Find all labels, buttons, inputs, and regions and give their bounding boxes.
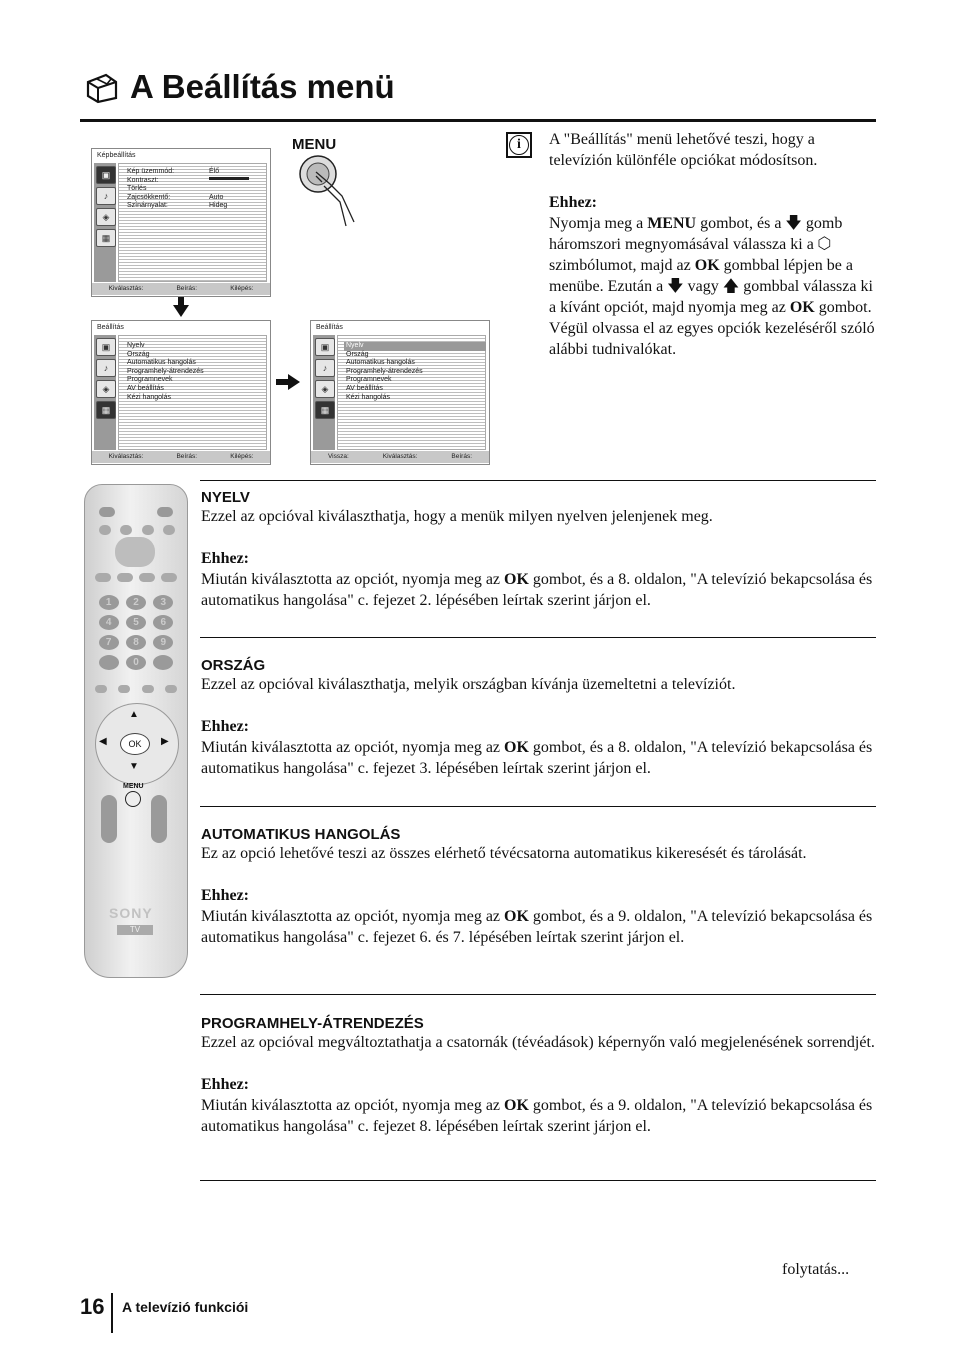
page-title-text: A Beállítás menü xyxy=(130,68,395,105)
menu-icon-column xyxy=(313,335,335,450)
section-divider xyxy=(200,994,876,995)
contrast-bar xyxy=(209,177,249,180)
section-title: PROGRAMHELY-ÁTRENDEZÉS xyxy=(201,1015,424,1032)
digit-button[interactable]: 3 xyxy=(153,595,173,610)
footer-divider xyxy=(111,1293,113,1333)
section-desc: Ezzel az opcióval kiválaszthatja, melyik országban kívánja üzemeltetni a televíziót. xyxy=(201,676,736,693)
page-title xyxy=(84,68,395,106)
menu-item: Programhely-átrendezés xyxy=(127,367,204,375)
menu-body xyxy=(118,163,267,282)
arrow-down-icon: 🡇 xyxy=(667,278,684,295)
intro-ehhez: Ehhez: xyxy=(549,194,597,211)
features-icon: ◈ xyxy=(315,380,335,398)
menu-item: Ország xyxy=(127,350,150,358)
menu-item: AV beállítás xyxy=(127,384,164,392)
volume-rocker[interactable] xyxy=(101,795,117,843)
features-icon: ◈ xyxy=(96,208,116,226)
section-divider xyxy=(200,1180,876,1181)
ok-button[interactable]: OK xyxy=(120,733,150,755)
chapter-name: A televízió funkciói xyxy=(122,1299,249,1315)
digit-button[interactable]: 4 xyxy=(99,615,119,630)
tv-label: TV xyxy=(117,925,153,935)
menu-item: Nyelv xyxy=(127,342,145,349)
page-number: 16 xyxy=(80,1294,105,1319)
section-desc: Ezzel az opcióval megváltoztathatja a csatornák (tévéadások) képernyőn való megjelenésének sorrendjét. xyxy=(201,1034,875,1051)
menu-row: Kontraszt: xyxy=(127,177,249,186)
setup-icon: ⬡ xyxy=(817,236,832,253)
title-divider xyxy=(80,119,876,122)
section-title: AUTOMATIKUS HANGOLÁS xyxy=(201,826,401,843)
nav-left-icon[interactable]: ◀ xyxy=(99,736,107,747)
tv-button xyxy=(157,507,173,517)
digit-button[interactable]: 6 xyxy=(153,615,173,630)
color-buttons-area xyxy=(115,537,155,567)
menu-body xyxy=(337,335,486,450)
intro-text: A "Beállítás" menü lehetővé teszi, hogy a televízión különféle opciókat módosítson. xyxy=(549,131,818,169)
picture-icon: ▣ xyxy=(315,338,335,356)
setup-icon: ▦ xyxy=(96,401,116,419)
digit-button[interactable] xyxy=(99,655,119,670)
digit-button[interactable]: 5 xyxy=(126,615,146,630)
nav-up-icon[interactable]: ▲ xyxy=(129,709,139,720)
section-ehhez: Ehhez: xyxy=(201,1076,249,1093)
menu-body xyxy=(118,335,267,450)
arrow-right-icon xyxy=(276,374,300,390)
setup-icon xyxy=(84,70,120,104)
screen-footer: Kiválasztás: Beírás: Kilépés: xyxy=(92,451,270,463)
menu-item: Kézi hangolás xyxy=(346,393,390,401)
section-programhely-atrendezes xyxy=(201,1015,877,1137)
menu-row: Törlés xyxy=(127,185,147,193)
section-title: ORSZÁG xyxy=(201,657,266,674)
digit-button[interactable]: 0 xyxy=(126,655,146,670)
nav-down-icon[interactable]: ▼ xyxy=(129,761,139,772)
info-icon: i xyxy=(506,132,532,158)
menu-button[interactable] xyxy=(125,791,141,807)
section-desc: Ez az opció lehetővé teszi az összes elérhető tévécsatorna automatikus kikeresését és tárolását. xyxy=(201,845,807,862)
arrow-down-icon: 🡇 xyxy=(785,215,802,232)
menu-row: Zajcsökkentő: Auto xyxy=(127,193,224,201)
remote-control xyxy=(84,484,188,978)
digit-button[interactable] xyxy=(153,655,173,670)
menu-row: Színárnyalat: Hideg xyxy=(127,202,228,210)
screen-footer: Kiválasztás: Beírás: Kilépés: xyxy=(92,283,270,295)
section-divider xyxy=(200,637,876,638)
section-ehhez: Ehhez: xyxy=(201,718,249,735)
menu-button-label: MENU xyxy=(292,136,337,153)
sound-icon: ♪ xyxy=(96,359,116,377)
menu-item: AV beállítás xyxy=(346,384,383,392)
setup-icon: ▦ xyxy=(96,229,116,247)
screen-title: Beállítás xyxy=(97,324,124,331)
small-buttons-row xyxy=(95,685,177,693)
section-ehhez: Ehhez: xyxy=(201,550,249,567)
menu-row: Kép üzemmód: Élő xyxy=(127,168,220,175)
menu-item: Programnevek xyxy=(346,376,392,384)
power-button xyxy=(99,507,115,517)
number-pad xyxy=(95,595,177,670)
sound-icon: ♪ xyxy=(315,359,335,377)
intro-block xyxy=(549,129,881,360)
intro-instructions: Nyomja meg a MENU gombot, és a 🡇 gomb háromszori megnyomásával válassza ki a ⬡ szimbólumot, majd az OK gombbal lépjen be a menübe. Ezután a 🡇 vagy 🡅 gombbal válassza ki a kívánt opciót, majd nyomja meg az OK gombot. Végül olvassa el az egyes opciók kezeléséről szóló alábbi tudnivalókat. xyxy=(549,215,875,358)
setup-icon: ▦ xyxy=(315,401,335,419)
section-orszag xyxy=(201,657,877,779)
digit-button[interactable]: 9 xyxy=(153,635,173,650)
arrow-down-icon xyxy=(173,297,189,317)
section-instructions: Miután kiválasztotta az opciót, nyomja meg az OK gombot, és a 8. oldalon, "A televízió bekapcsolása és automatikus hangolása" c. fejezet 3. lépésében leírtak szerint járjon el. xyxy=(201,739,873,777)
section-nyelv xyxy=(201,489,877,611)
screen-setup-menu xyxy=(91,320,271,465)
section-divider xyxy=(200,480,876,481)
hand-pressing-button-icon xyxy=(296,152,360,232)
screen-picture-settings xyxy=(91,148,271,297)
continue-text: folytatás... xyxy=(782,1261,850,1278)
menu-icon-column xyxy=(94,335,116,450)
brand-logo: SONY xyxy=(109,905,153,921)
arrow-up-icon: 🡅 xyxy=(722,278,740,295)
section-instructions: Miután kiválasztotta az opciót, nyomja meg az OK gombot, és a 9. oldalon, "A televízió bekapcsolása és automatikus hangolása" c. fejezet 8. lépésében leírtak szerint járjon el. xyxy=(201,1097,873,1135)
section-ehhez: Ehhez: xyxy=(201,887,249,904)
section-divider xyxy=(200,806,876,807)
menu-item-highlighted: Nyelv xyxy=(344,342,486,351)
digit-button[interactable]: 1 xyxy=(99,595,119,610)
menu-item: Automatikus hangolás xyxy=(346,359,415,367)
picture-icon: ▣ xyxy=(96,338,116,356)
menu-item: Programhely-átrendezés xyxy=(346,367,423,375)
screen-title: Képbeállítás xyxy=(97,152,136,159)
section-title: NYELV xyxy=(201,489,250,506)
section-desc: Ezzel az opcióval kiválaszthatja, hogy a menük milyen nyelven jelenjenek meg. xyxy=(201,508,713,525)
screen-footer: Vissza: Kiválasztás: Beírás: xyxy=(311,451,489,463)
digit-button[interactable]: 7 xyxy=(99,635,119,650)
menu-icon-column xyxy=(94,163,116,282)
picture-icon: ▣ xyxy=(96,166,116,184)
menu-button-label: MENU xyxy=(123,783,144,790)
sound-icon: ♪ xyxy=(96,187,116,205)
nav-right-icon[interactable]: ▶ xyxy=(161,736,169,747)
screen-setup-menu-selected xyxy=(310,320,490,465)
function-buttons xyxy=(95,573,177,582)
digit-button[interactable]: 8 xyxy=(126,635,146,650)
digit-button[interactable]: 2 xyxy=(126,595,146,610)
menu-item: Ország xyxy=(346,350,369,358)
menu-item: Automatikus hangolás xyxy=(127,359,196,367)
section-instructions: Miután kiválasztotta az opciót, nyomja meg az OK gombot, és a 9. oldalon, "A televízió bekapcsolása és automatikus hangolása" c. fejezet 6. és 7. lépésében leírtak szerint járjon el. xyxy=(201,908,873,946)
section-automatikus-hangolas xyxy=(201,826,877,948)
program-rocker[interactable] xyxy=(151,795,167,843)
menu-item: Kézi hangolás xyxy=(127,393,171,401)
menu-item: Programnevek xyxy=(127,376,173,384)
screen-title: Beállítás xyxy=(316,324,343,331)
section-instructions: Miután kiválasztotta az opciót, nyomja meg az OK gombot, és a 8. oldalon, "A televízió bekapcsolása és automatikus hangolása" c. fejezet 2. lépésében leírtak szerint járjon el. xyxy=(201,571,873,609)
features-icon: ◈ xyxy=(96,380,116,398)
